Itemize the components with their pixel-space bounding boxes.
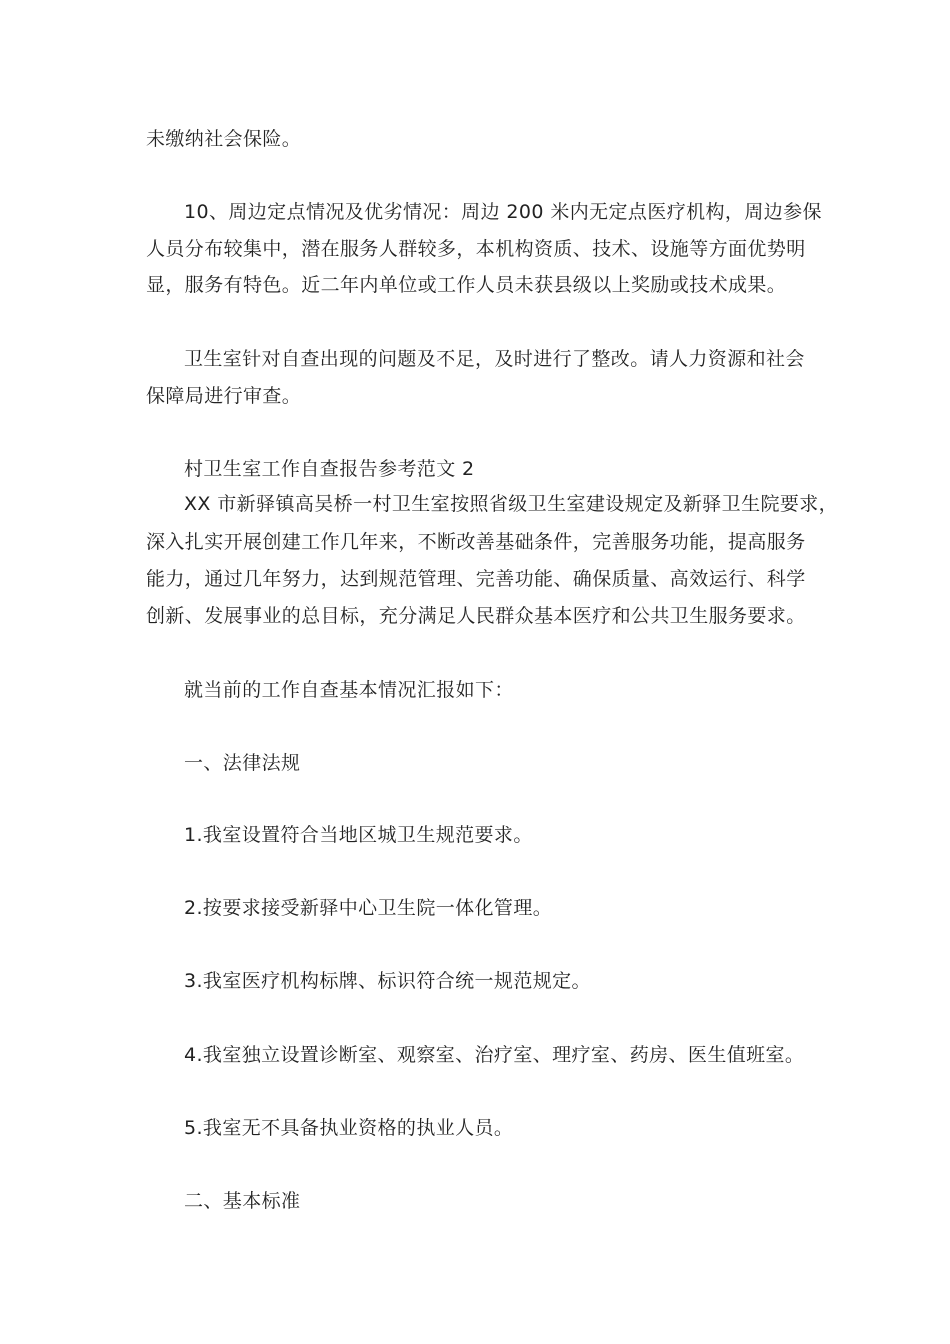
text-line: 就当前的工作自查基本情况汇报如下： bbox=[184, 679, 514, 701]
list-item: 5.我室无不具备执业资格的执业人员。 bbox=[184, 1117, 514, 1139]
text-line: 人员分布较集中，潜在服务人群较多，本机构资质、技术、设施等方面优势明 bbox=[146, 238, 806, 260]
list-item: 1.我室设置符合当地区城卫生规范要求。 bbox=[184, 824, 533, 846]
text-line: 未缴纳社会保险。 bbox=[146, 128, 302, 150]
text-line: 卫生室针对自查出现的问题及不足，及时进行了整改。请人力资源和社会 bbox=[184, 348, 805, 370]
text-line: 深入扎实开展创建工作几年来，不断改善基础条件，完善服务功能，提高服务 bbox=[146, 531, 806, 553]
text-line: 10、周边定点情况及优劣情况：周边 200 米内无定点医疗机构，周边参保 bbox=[184, 201, 822, 223]
text-line: 显，服务有特色。近二年内单位或工作人员未获县级以上奖励或技术成果。 bbox=[146, 274, 787, 296]
text-line: XX 市新驿镇高吴桥一村卫生室按照省级卫生室建设规定及新驿卫生院要求， bbox=[184, 493, 839, 515]
section-title: 村卫生室工作自查报告参考范文 2 bbox=[184, 458, 475, 480]
text-line: 能力，通过几年努力，达到规范管理、完善功能、确保质量、高效运行、科学 bbox=[146, 568, 806, 590]
list-item: 2.按要求接受新驿中心卫生院一体化管理。 bbox=[184, 897, 553, 919]
section-heading: 一、法律法规 bbox=[184, 752, 301, 774]
section-heading: 二、基本标准 bbox=[184, 1190, 301, 1212]
list-item: 3.我室医疗机构标牌、标识符合统一规范规定。 bbox=[184, 970, 591, 992]
text-line: 保障局进行审查。 bbox=[146, 385, 302, 407]
text-line: 创新、发展事业的总目标，充分满足人民群众基本医疗和公共卫生服务要求。 bbox=[146, 605, 806, 627]
list-item: 4.我室独立设置诊断室、观察室、治疗室、理疗室、药房、医生值班室。 bbox=[184, 1044, 805, 1066]
